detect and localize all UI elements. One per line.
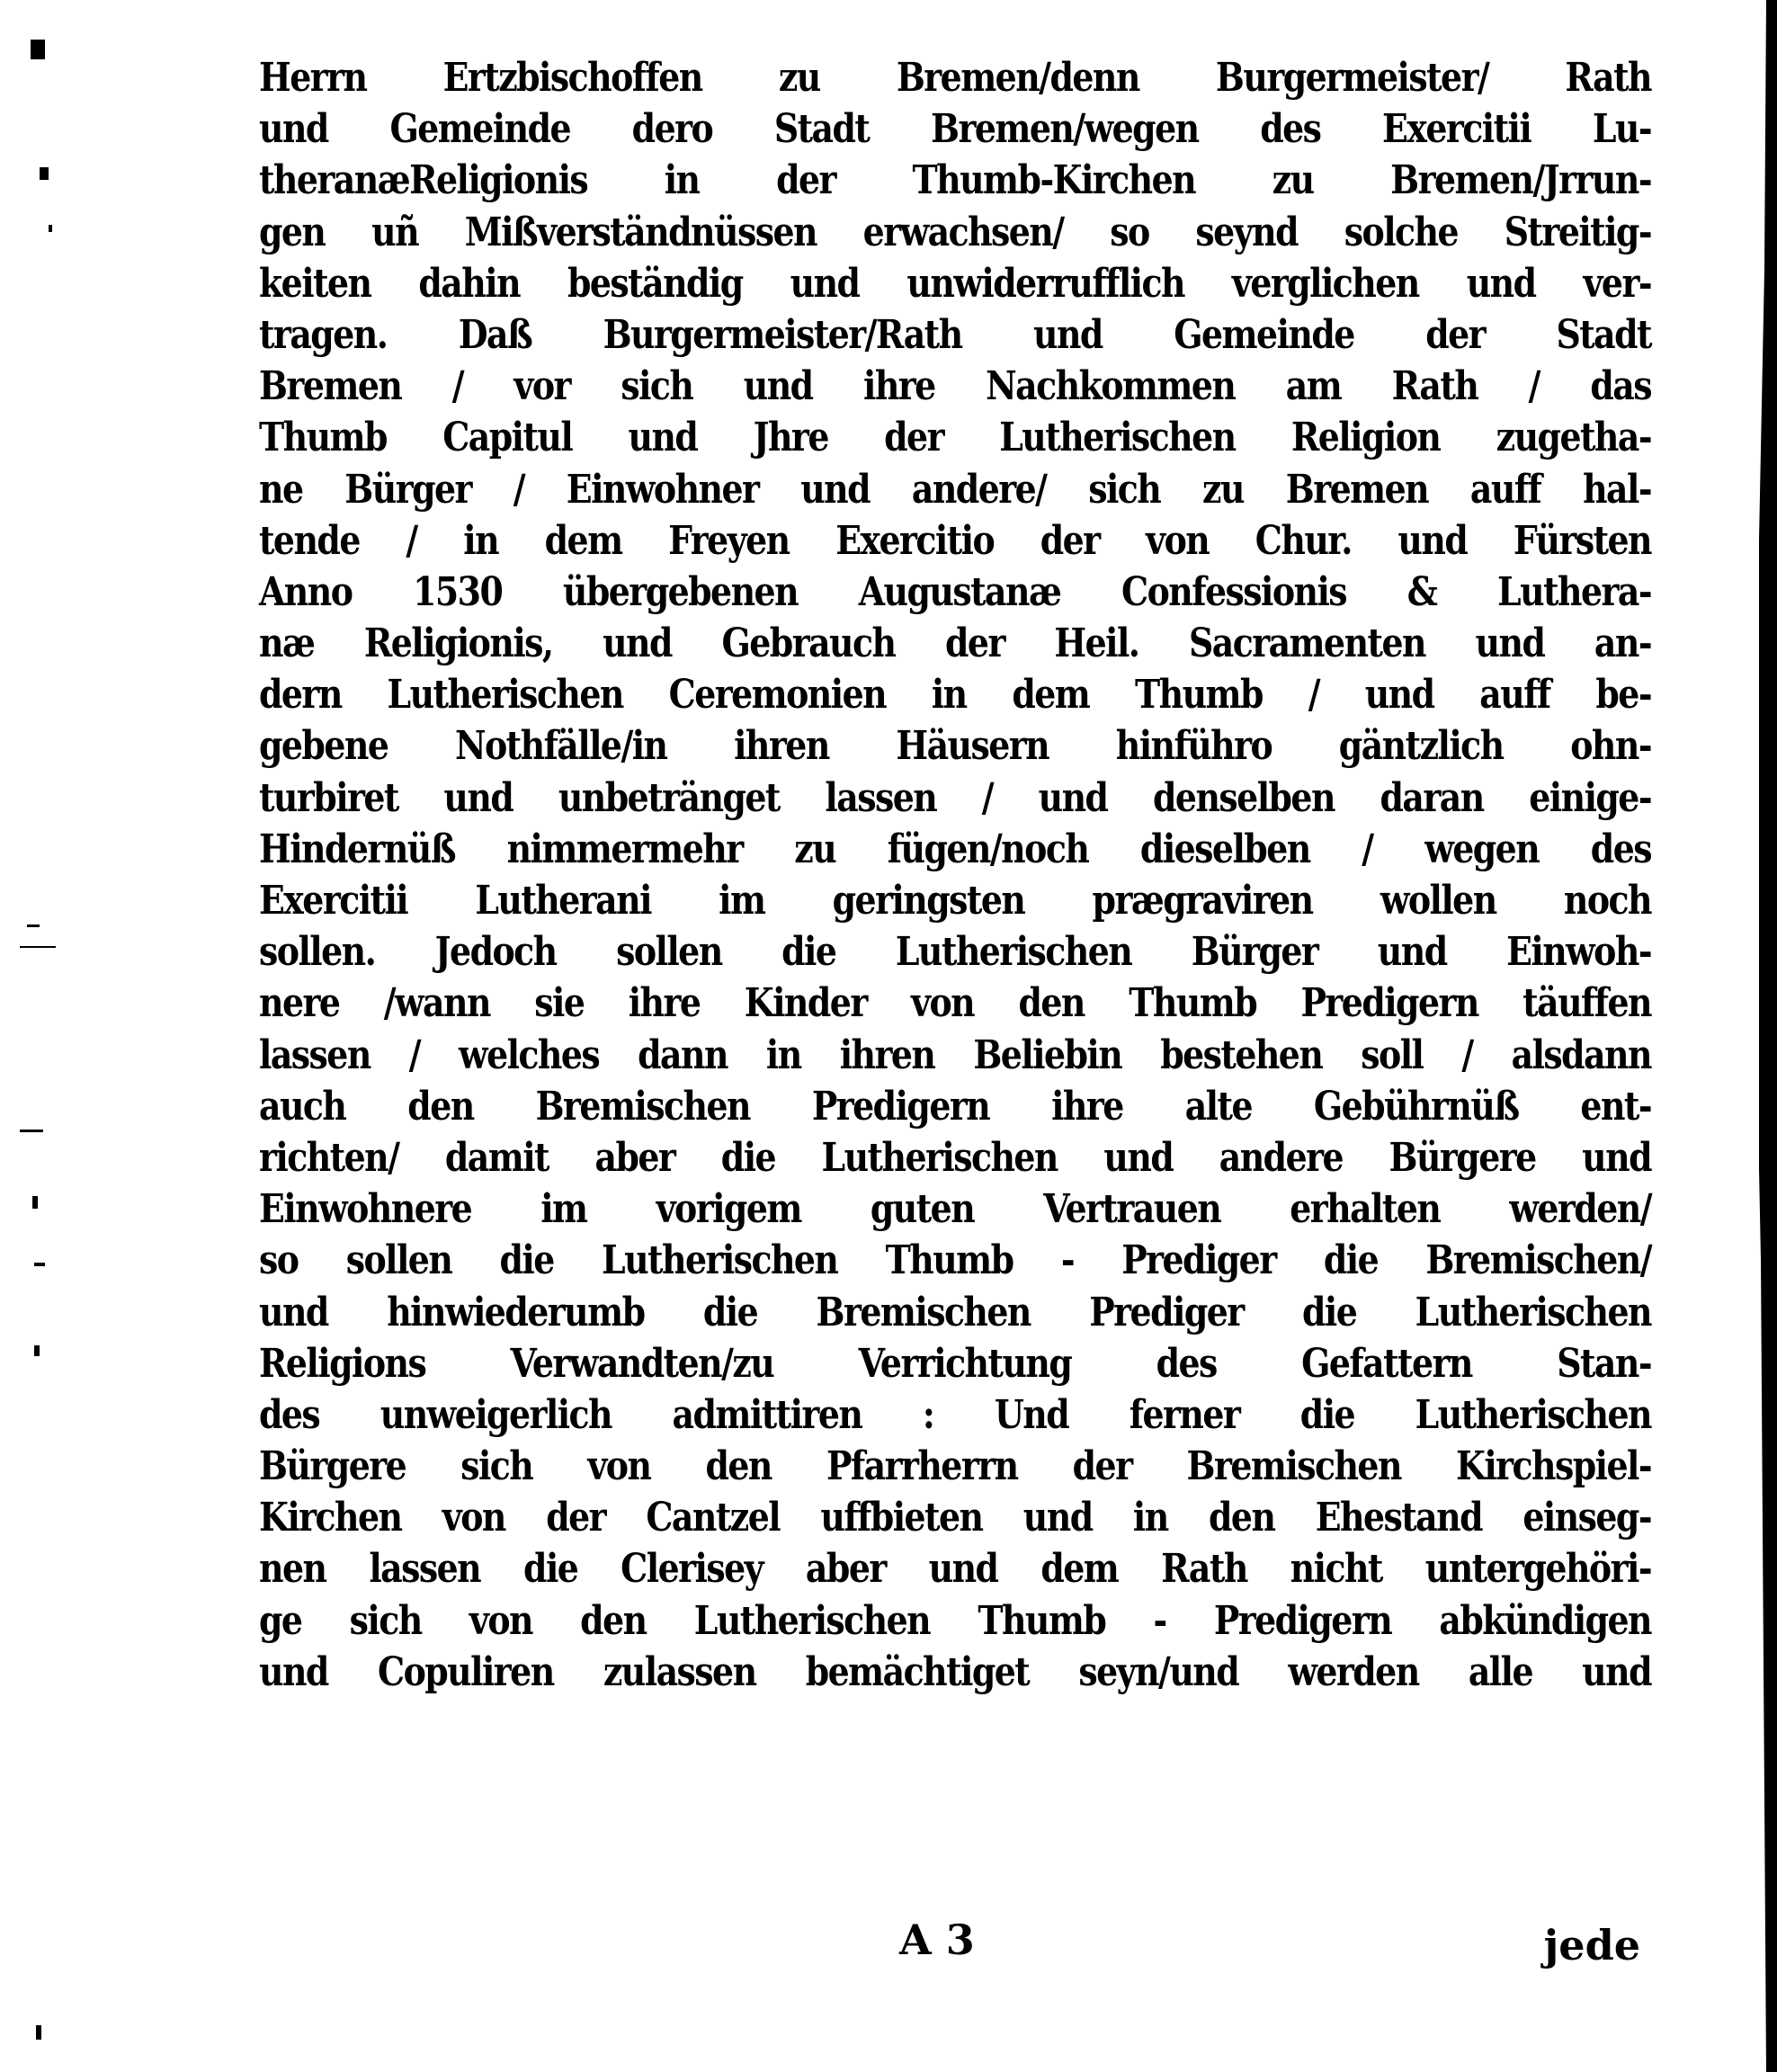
text-line: des unweigerlich admittiren : Und ferner die Lutherischen (259, 1391, 1651, 1438)
margin-speck (49, 225, 52, 232)
text-line: turbiret und unbetränget lassen / und denselben daran einige- (259, 774, 1651, 821)
margin-speck (32, 1196, 38, 1209)
text-line: Anno 1530 übergebenen Augustanæ Confessionis & Luthera- (259, 568, 1651, 615)
text-line: Herrn Ertzbischoffen zu Bremen/denn Burgermeister/ Rath (259, 55, 1651, 101)
text-line: und Copuliren zulassen bemächtiget seyn/und werden alle und (259, 1648, 1651, 1695)
margin-speck (34, 1345, 40, 1356)
text-line: keiten dahin beständig und unwiderrufflich verglichen und ver- (259, 260, 1651, 307)
margin-speck (36, 2025, 41, 2040)
text-line: nere /wann sie ihre Kinder von den Thumb Predigern täuffen (259, 980, 1651, 1027)
text-line: sollen. Jedoch sollen die Lutherischen Bürger und Einwoh- (259, 929, 1651, 976)
text-line: næ Religionis, und Gebrauch der Heil. Sacramenten und an- (259, 621, 1651, 667)
text-line: gebene Nothfälle/in ihren Häusern hinführo gäntzlich ohn- (259, 723, 1651, 770)
margin-speck (20, 946, 56, 948)
margin-speck (40, 167, 49, 180)
text-line: Exercitii Lutherani im geringsten prægraviren wollen noch (259, 878, 1651, 924)
margin-speck (34, 1263, 45, 1266)
text-line: und hinwiederumb die Bremischen Prediger die Lutherischen (259, 1289, 1651, 1335)
text-line: so sollen die Lutherischen Thumb - Prediger die Bremischen/ (259, 1237, 1651, 1284)
text-line: ne Bürger / Einwohner und andere/ sich zu Bremen auff hal- (259, 466, 1651, 513)
text-line: Religions Verwandten/zu Verrichtung des Gefattern Stan- (259, 1340, 1651, 1387)
body-text (259, 52, 1651, 1698)
text-line: Einwohnere im vorigem guten Vertrauen erhalten werden/ (259, 1186, 1651, 1233)
text-line: Hindernüß nimmermehr zu fügen/noch dieselben / wegen des (259, 826, 1651, 872)
margin-speck (20, 1130, 43, 1132)
page-footer (259, 1916, 1651, 1978)
text-line: dern Lutherischen Ceremonien in dem Thumb / und auff be- (259, 672, 1651, 719)
text-line: gen uñ Mißverständnüssen erwachsen/ so seynd solche Streitig- (259, 209, 1651, 255)
text-line: lassen / welches dann in ihren Beliebin bestehen soll / alsdann (259, 1032, 1651, 1078)
text-line: ge sich von den Lutherischen Thumb - Predigern abkündigen (259, 1597, 1651, 1644)
text-line: Kirchen von der Cantzel uffbieten und in den Ehestand einseg- (259, 1495, 1651, 1541)
text-line: Bürgere sich von den Pfarrherrn der Bremischen Kirchspiel- (259, 1443, 1651, 1490)
text-line: Thumb Capitul und Jhre der Lutherischen Religion zugetha- (259, 415, 1651, 461)
catchword: jede (1543, 1921, 1640, 1969)
margin-speck (31, 40, 45, 59)
page-edge-shadow (1759, 0, 1777, 2072)
signature-mark: A 3 (899, 1916, 975, 1964)
text-line: theranæReligionis in der Thumb-Kirchen zu Bremen/Jrrun- (259, 157, 1651, 204)
text-line: nen lassen die Clerisey aber und dem Rath nicht untergehöri- (259, 1546, 1651, 1593)
text-line: richten/ damit aber die Lutherischen und andere Bürgere und (259, 1134, 1651, 1181)
text-line: auch den Bremischen Predigern ihre alte Gebührnüß ent- (259, 1083, 1651, 1130)
text-line: Bremen / vor sich und ihre Nachkommen am Rath / das (259, 363, 1651, 410)
text-line: tragen. Daß Burgermeister/Rath und Gemeinde der Stadt (259, 311, 1651, 358)
text-line: und Gemeinde dero Stadt Bremen/wegen des Exercitii Lu- (259, 106, 1651, 153)
margin-speck (27, 924, 40, 927)
text-line: tende / in dem Freyen Exercitio der von Chur. und Fürsten (259, 517, 1651, 564)
